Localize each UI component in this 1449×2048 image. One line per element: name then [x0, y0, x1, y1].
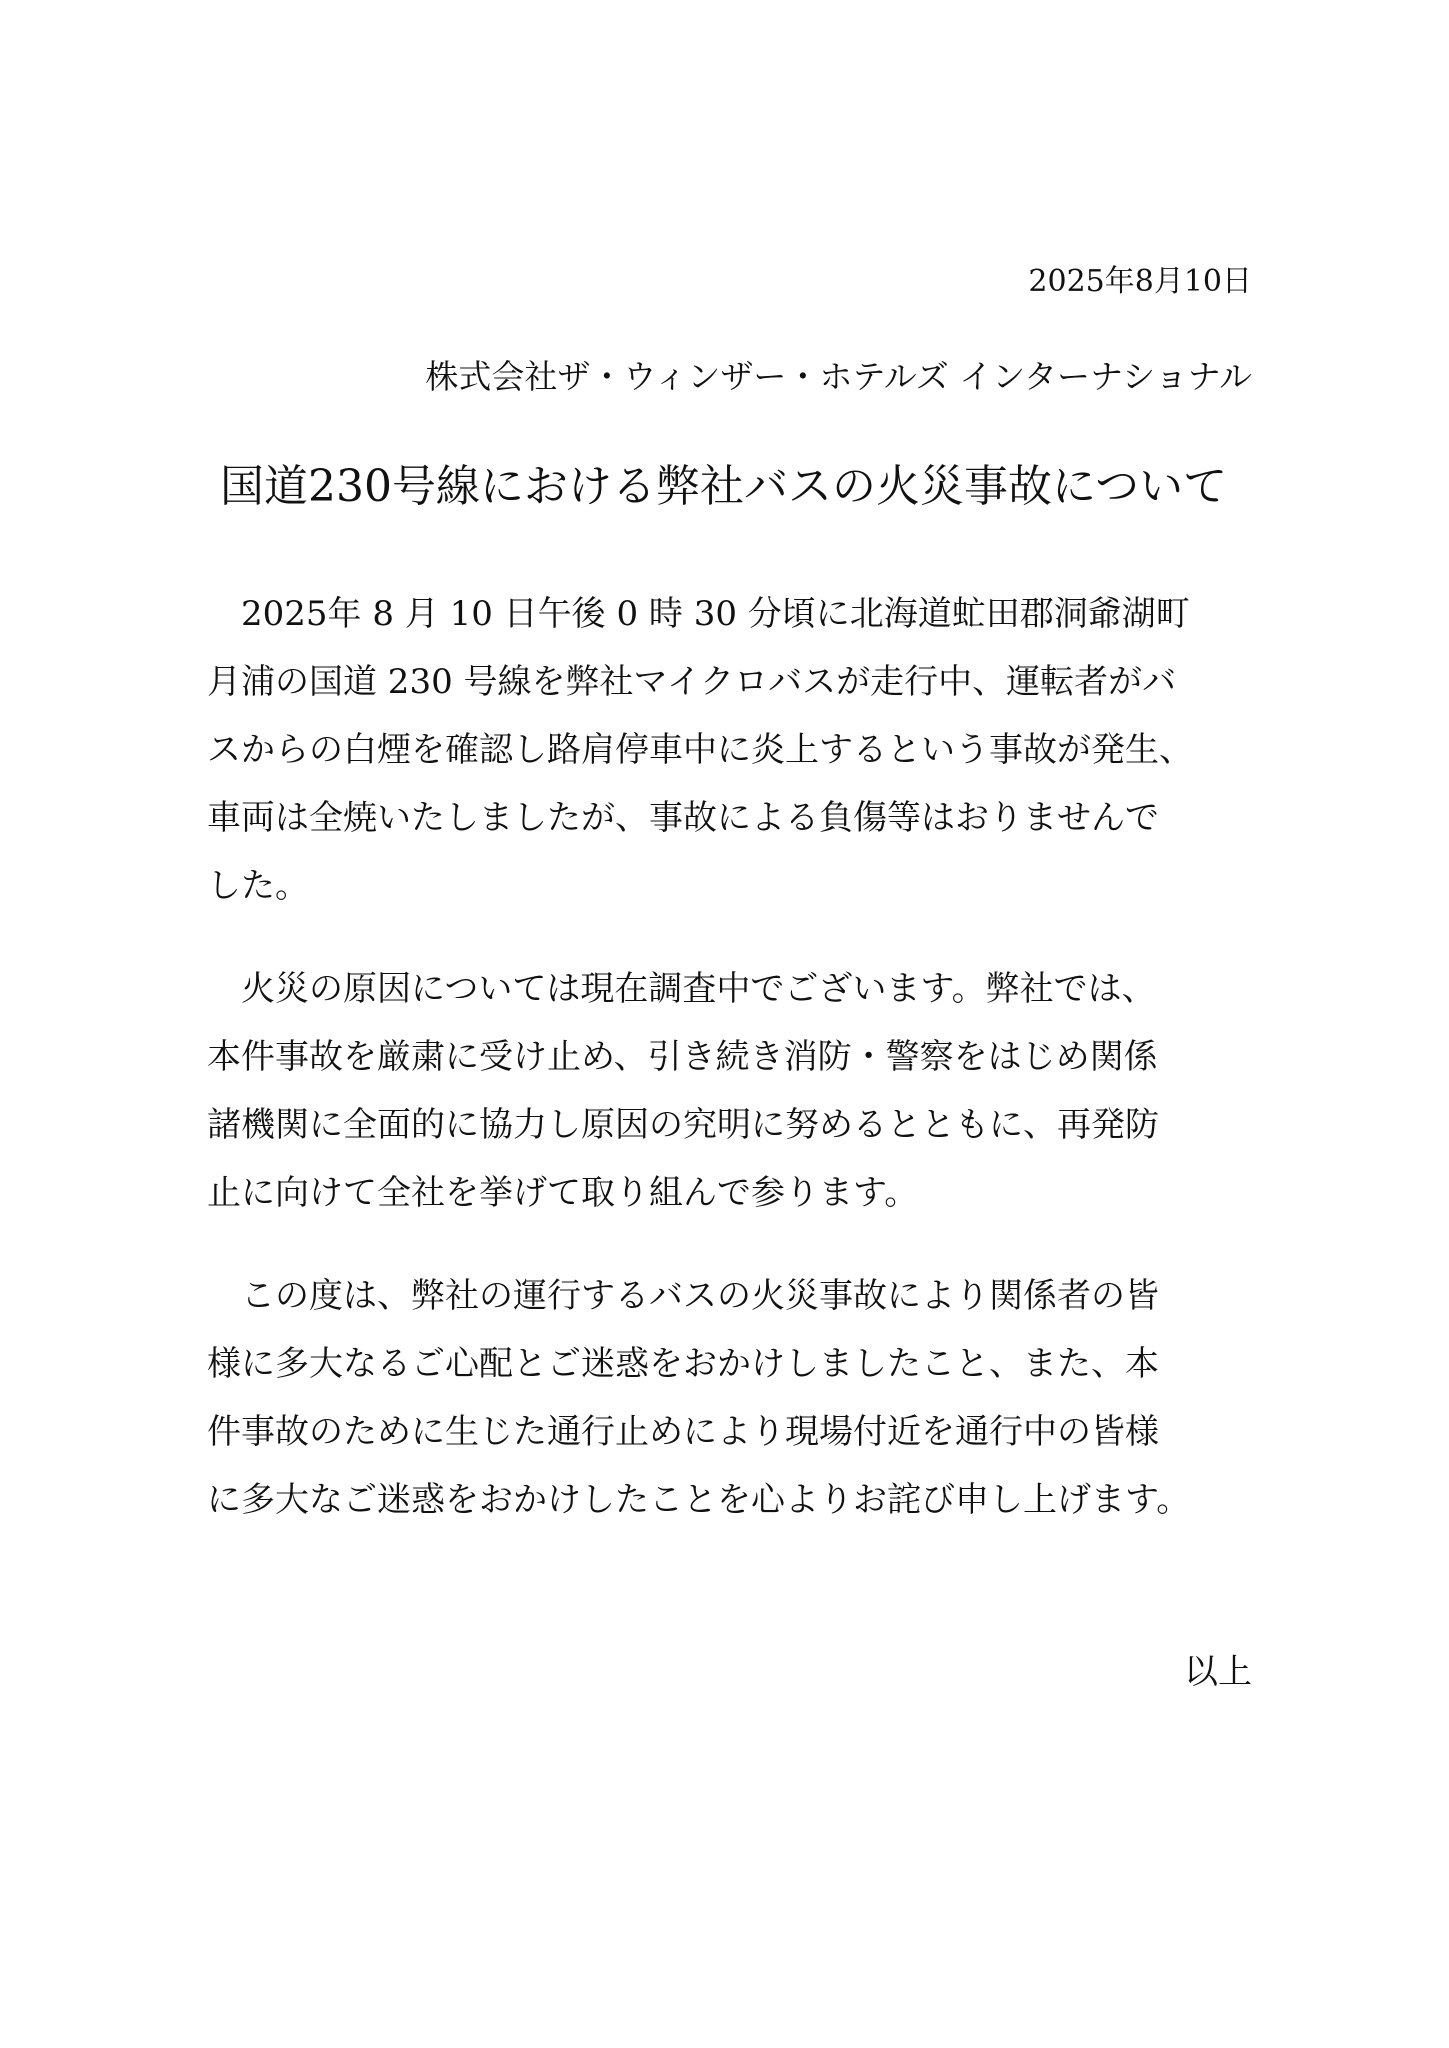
paragraph-line: した。: [207, 866, 309, 906]
paragraph-line: この度は、弊社の運行するバスの火災事故により関係者の皆: [207, 1276, 1159, 1316]
paragraph-apology: [207, 1262, 1190, 1534]
closing-mark: 以上: [1184, 1652, 1252, 1692]
paragraph-line: 2025年 8 月 10 日午後 0 時 30 分頃に北海道虻田郡洞爺湖町: [207, 594, 1190, 634]
paragraph-line: 月浦の国道 230 号線を弊社マイクロバスが走行中、運転者がバ: [207, 662, 1177, 702]
document-title: 国道230号線における弊社バスの火災事故について: [220, 461, 1228, 512]
paragraph-cause: [207, 955, 1159, 1227]
paragraph-line: 件事故のために生じた通行止めにより現場付近を通行中の皆様: [207, 1412, 1159, 1452]
paragraph-line: 止に向けて全社を挙げて取り組んで参ります。: [207, 1173, 919, 1213]
paragraph-line: に多大なご迷惑をおかけしたことを心よりお詫び申し上げます。: [207, 1480, 1191, 1520]
paragraph-line: 火災の原因については現在調査中でございます。弊社では、: [207, 969, 1156, 1009]
company-name: 株式会社ザ・ウィンザー・ホテルズ インターナショナル: [425, 357, 1252, 396]
paragraph-line: 車両は全焼いたしましたが、事故による負傷等はおりませんで: [207, 798, 1159, 838]
paragraph-line: 諸機関に全面的に協力し原因の究明に努めるとともに、再発防: [207, 1105, 1159, 1145]
paragraph-line: スからの白煙を確認し路肩停車中に炎上するという事故が発生、: [207, 730, 1193, 770]
paragraph-line: 様に多大なるご心配とご迷惑をおかけしましたこと、また、本: [207, 1344, 1159, 1384]
paragraph-line: 本件事故を厳粛に受け止め、引き続き消防・警察をはじめ関係: [207, 1037, 1158, 1077]
paragraph-incident: [207, 580, 1193, 920]
document-date: 2025年8月10日: [1028, 264, 1252, 299]
